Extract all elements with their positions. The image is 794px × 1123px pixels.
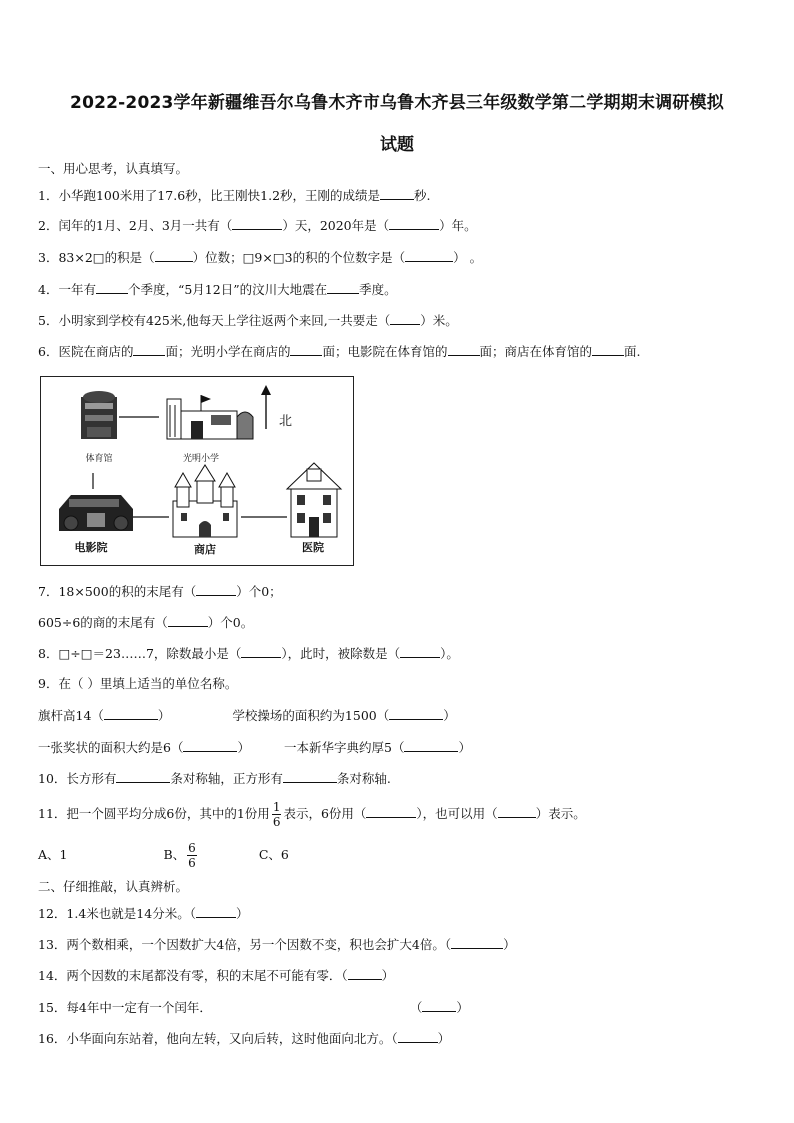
north-arrow-icon <box>261 385 271 429</box>
question-11: 11．把一个圆平均分成6份，其中的1份用 $\frac{1}{6}$ 表示，6份用（ ），也可以用（ ）表示。 <box>38 800 586 829</box>
answer-blank[interactable] <box>155 248 193 262</box>
question-5: 5．小明家到学校有425米,他每天上学往返两个来回,一共要走（ ）米。 <box>38 313 458 328</box>
section-heading-2: 二、仔细推敲，认真辨析。 <box>38 879 189 894</box>
shop-castle-icon <box>173 465 237 537</box>
question-9-row-2: 一张奖状的面积大约是6（ ） 一本新华字典约厚5（ ） <box>38 740 471 755</box>
question-7: 7．18×500的积的末尾有（ ）个0； <box>38 584 282 599</box>
school-icon <box>167 395 253 439</box>
stadium-icon <box>81 391 117 439</box>
question-10: 10．长方形有 条对称轴，正方形有 条对称轴. <box>38 771 391 786</box>
answer-blank[interactable] <box>348 966 382 980</box>
option-a[interactable]: A、1 <box>38 847 68 862</box>
location-map-figure <box>40 376 354 566</box>
option-c[interactable]: C、6 <box>258 847 289 862</box>
stadium-label: 体育馆 <box>85 454 113 464</box>
hospital-label: 医院 <box>302 541 324 554</box>
answer-blank[interactable] <box>404 738 458 752</box>
question-11-options <box>38 838 289 872</box>
fraction-one-sixth: $\frac{1}{6}$ <box>272 800 281 829</box>
answer-blank[interactable] <box>380 186 414 200</box>
question-16: 16．小华面向东站着，他向左转，又向后转，这时他面向北方。（ ） <box>38 1031 451 1046</box>
school-label: 光明小学 <box>182 454 220 464</box>
answer-blank[interactable] <box>96 280 128 294</box>
answer-blank[interactable] <box>448 342 480 356</box>
question-15: 15．每4年中一定有一个闰年． （ ） <box>38 1000 469 1015</box>
section-heading-1: 一、用心思考，认真填写。 <box>38 161 189 176</box>
answer-blank[interactable] <box>232 216 282 230</box>
question-3: 3．83×2□的积是（ ）位数；□9×□3的积的个位数字是（ ） 。 <box>38 250 483 265</box>
map-drawing <box>41 377 353 565</box>
answer-blank[interactable] <box>196 904 236 918</box>
answer-blank[interactable] <box>389 216 439 230</box>
answer-blank[interactable] <box>183 738 237 752</box>
answer-blank[interactable] <box>116 769 170 783</box>
answer-blank[interactable] <box>400 644 440 658</box>
question-4: 4．一年有 个季度，“5月12日”的汶川大地震在 季度。 <box>38 282 397 297</box>
shop-label: 商店 <box>194 543 216 556</box>
answer-blank[interactable] <box>422 998 456 1012</box>
answer-blank[interactable] <box>389 706 443 720</box>
answer-blank[interactable] <box>133 342 165 356</box>
question-6: 6．医院在商店的 面；光明小学在商店的 面；电影院在体育馆的 面；商店在体育馆的 面. <box>38 344 641 359</box>
question-12: 12．1.4米也就是14分米。（ ） <box>38 906 249 921</box>
answer-blank[interactable] <box>241 644 281 658</box>
north-label: 北 <box>279 414 293 429</box>
answer-blank[interactable] <box>451 935 503 949</box>
answer-blank[interactable] <box>390 311 420 325</box>
answer-blank[interactable] <box>290 342 322 356</box>
page-title-line2: 试题 <box>380 135 414 155</box>
question-13: 13．两个数相乘，一个因数扩大4倍，另一个因数不变，积也会扩大4倍。（ ） <box>38 937 516 952</box>
answer-blank[interactable] <box>196 582 236 596</box>
answer-blank[interactable] <box>398 1029 438 1043</box>
question-1: 1．小华跑100米用了17.6秒，比王刚快1.2秒，王刚的成绩是 秒. <box>38 188 431 203</box>
cinema-label: 电影院 <box>74 541 108 554</box>
cinema-icon <box>59 495 133 531</box>
option-b[interactable]: B、 $\frac{6}{6}$ <box>163 841 196 870</box>
question-9-row-1: 旗杆高14（ ） 学校操场的面积约为1500（ ） <box>38 708 456 723</box>
hospital-icon <box>287 463 341 537</box>
question-7-part-2: 605÷6的商的末尾有（ ）个0。 <box>38 615 254 630</box>
answer-blank[interactable] <box>592 342 624 356</box>
answer-blank[interactable] <box>283 769 337 783</box>
answer-blank[interactable] <box>327 280 359 294</box>
question-2: 2．闰年的1月、2月、3月一共有（ ）天，2020年是（ ）年。 <box>38 218 477 233</box>
answer-blank[interactable] <box>104 706 158 720</box>
question-14: 14．两个因数的末尾都没有零，积的末尾不可能有零．（ ） <box>38 968 395 983</box>
page-title: 2022-2023学年新疆维吾尔乌鲁木齐市乌鲁木齐县三年级数学第二学期期末调研模拟 <box>70 93 724 113</box>
question-9: 9．在（ ）里填上适当的单位名称。 <box>38 676 238 691</box>
question-8: 8．□÷□＝23……7，除数最小是（ ），此时，被除数是（ ）。 <box>38 646 459 661</box>
answer-blank[interactable] <box>168 613 208 627</box>
answer-blank[interactable] <box>498 804 536 818</box>
answer-blank[interactable] <box>366 804 416 818</box>
answer-blank[interactable] <box>405 248 453 262</box>
fraction-six-sixths: $\frac{6}{6}$ <box>188 841 196 870</box>
